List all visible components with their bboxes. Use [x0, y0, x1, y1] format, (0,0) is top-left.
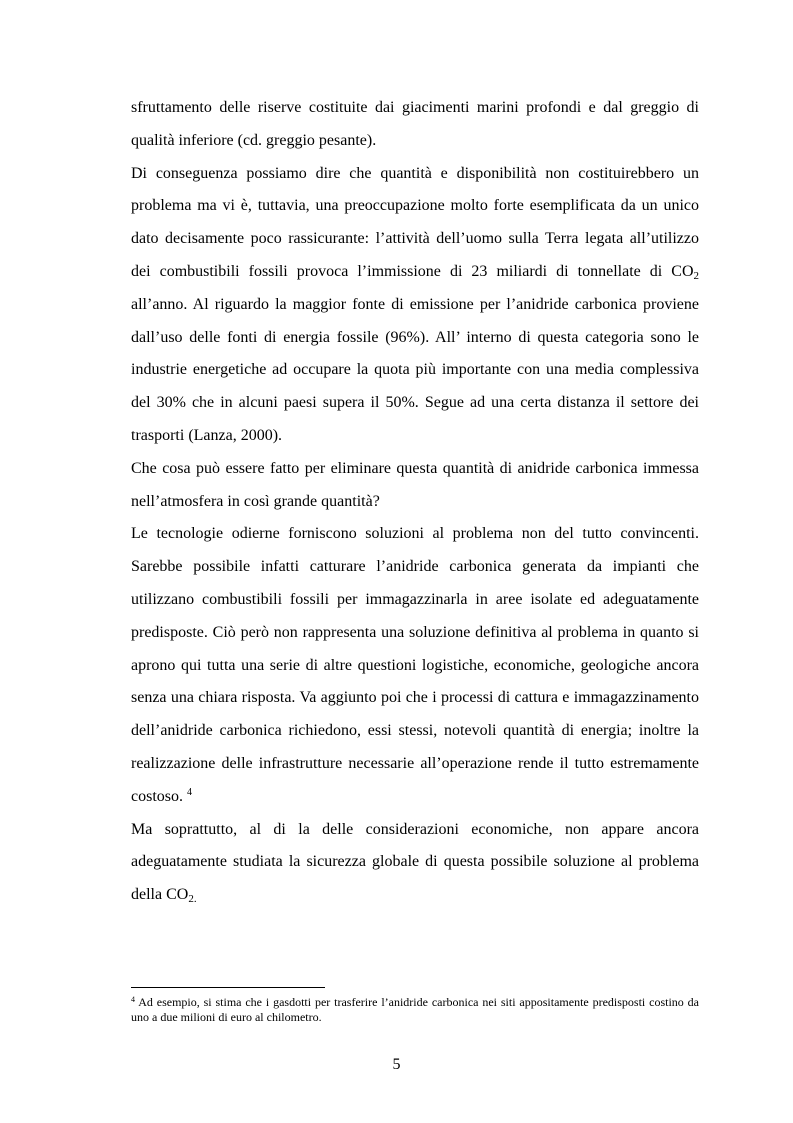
paragraph-safety: [131, 814, 699, 912]
page-number: 5: [392, 1056, 401, 1073]
paragraph-technologies: [131, 518, 699, 813]
paragraph-text: Che cosa può essere fatto per eliminare questa quantità di anidride carbonica immessa nell’atmosfera in così grande quantità?: [131, 459, 699, 510]
paragraph-text: Di conseguenza possiamo dire che quantità e disponibilità non costituirebbero un problema ma vi è, tuttavia, una preoccupazione molto forte esemplificata da un unico dato decisamente poco rassicurante: l’attività dell’uomo sulla Terra legata all’utilizzo dei combustibili fossili provoca l’immissione di 23 miliardi di tonnellate di CO: [131, 164, 699, 280]
paragraph-text: Le tecnologie odierne forniscono soluzioni al problema non del tutto convincenti. Sarebbe possibile infatti catturare l’anidride carbonica generata da impianti che utilizzano combustibili fossili per immagazzinarla in aree isolate ed adeguatamente predisposte. Ciò però non rappresenta una soluzione definitiva al problema in quanto si aprono qui tutta una serie di altre questioni logistiche, economiche, geologiche ancora senza una chiara risposta. Va aggiunto poi che i processi di cattura e immagazzinamento dell’anidride carbonica richiedono, essi stessi, notevoli quantità di energia; inoltre la realizzazione delle infrastrutture necessarie all’operazione rende il tutto estremamente costoso.: [131, 525, 699, 805]
paragraph-text-continued: all’anno. Al riguardo la maggior fonte di emissione per l’anidride carbonica proviene dall’uso delle fonti di energia fossile (96%). All’ interno di questa categoria sono le industrie energetiche ad occupare la quota più importante con una media complessiva del 30% che in alcuni paesi supera il 50%. Segue ad una certa distanza il settore dei trasporti (Lanza, 2000).: [131, 295, 699, 444]
footnote-marker: 4: [131, 995, 135, 1004]
paragraph-text: sfruttamento delle riserve costituite dai giacimenti marini profondi e dal greggio di qualità inferiore (cd. greggio pesante).: [131, 99, 699, 149]
paragraph-question: [131, 453, 699, 519]
footnote-reference: 4: [187, 786, 192, 798]
paragraph-co2-emissions: [131, 158, 699, 453]
footnote-text: Ad esempio, si stima che i gasdotti per trasferire l’anidride carbonica nei siti appositamente predisposti costino da uno a due milioni di euro al chilometro.: [131, 995, 699, 1024]
paragraph-reserves: [131, 92, 699, 158]
co2-subscript: 2.: [188, 893, 197, 906]
footnote-divider: [131, 987, 325, 988]
co2-subscript: 2: [693, 269, 699, 282]
paragraph-text: Ma soprattutto, al di la delle considerazioni economiche, non appare ancora adeguatamente studiata la sicurezza globale di questa possibile soluzione al problema della CO: [131, 820, 699, 904]
body-text: [131, 92, 699, 912]
footnote: [131, 995, 699, 1025]
